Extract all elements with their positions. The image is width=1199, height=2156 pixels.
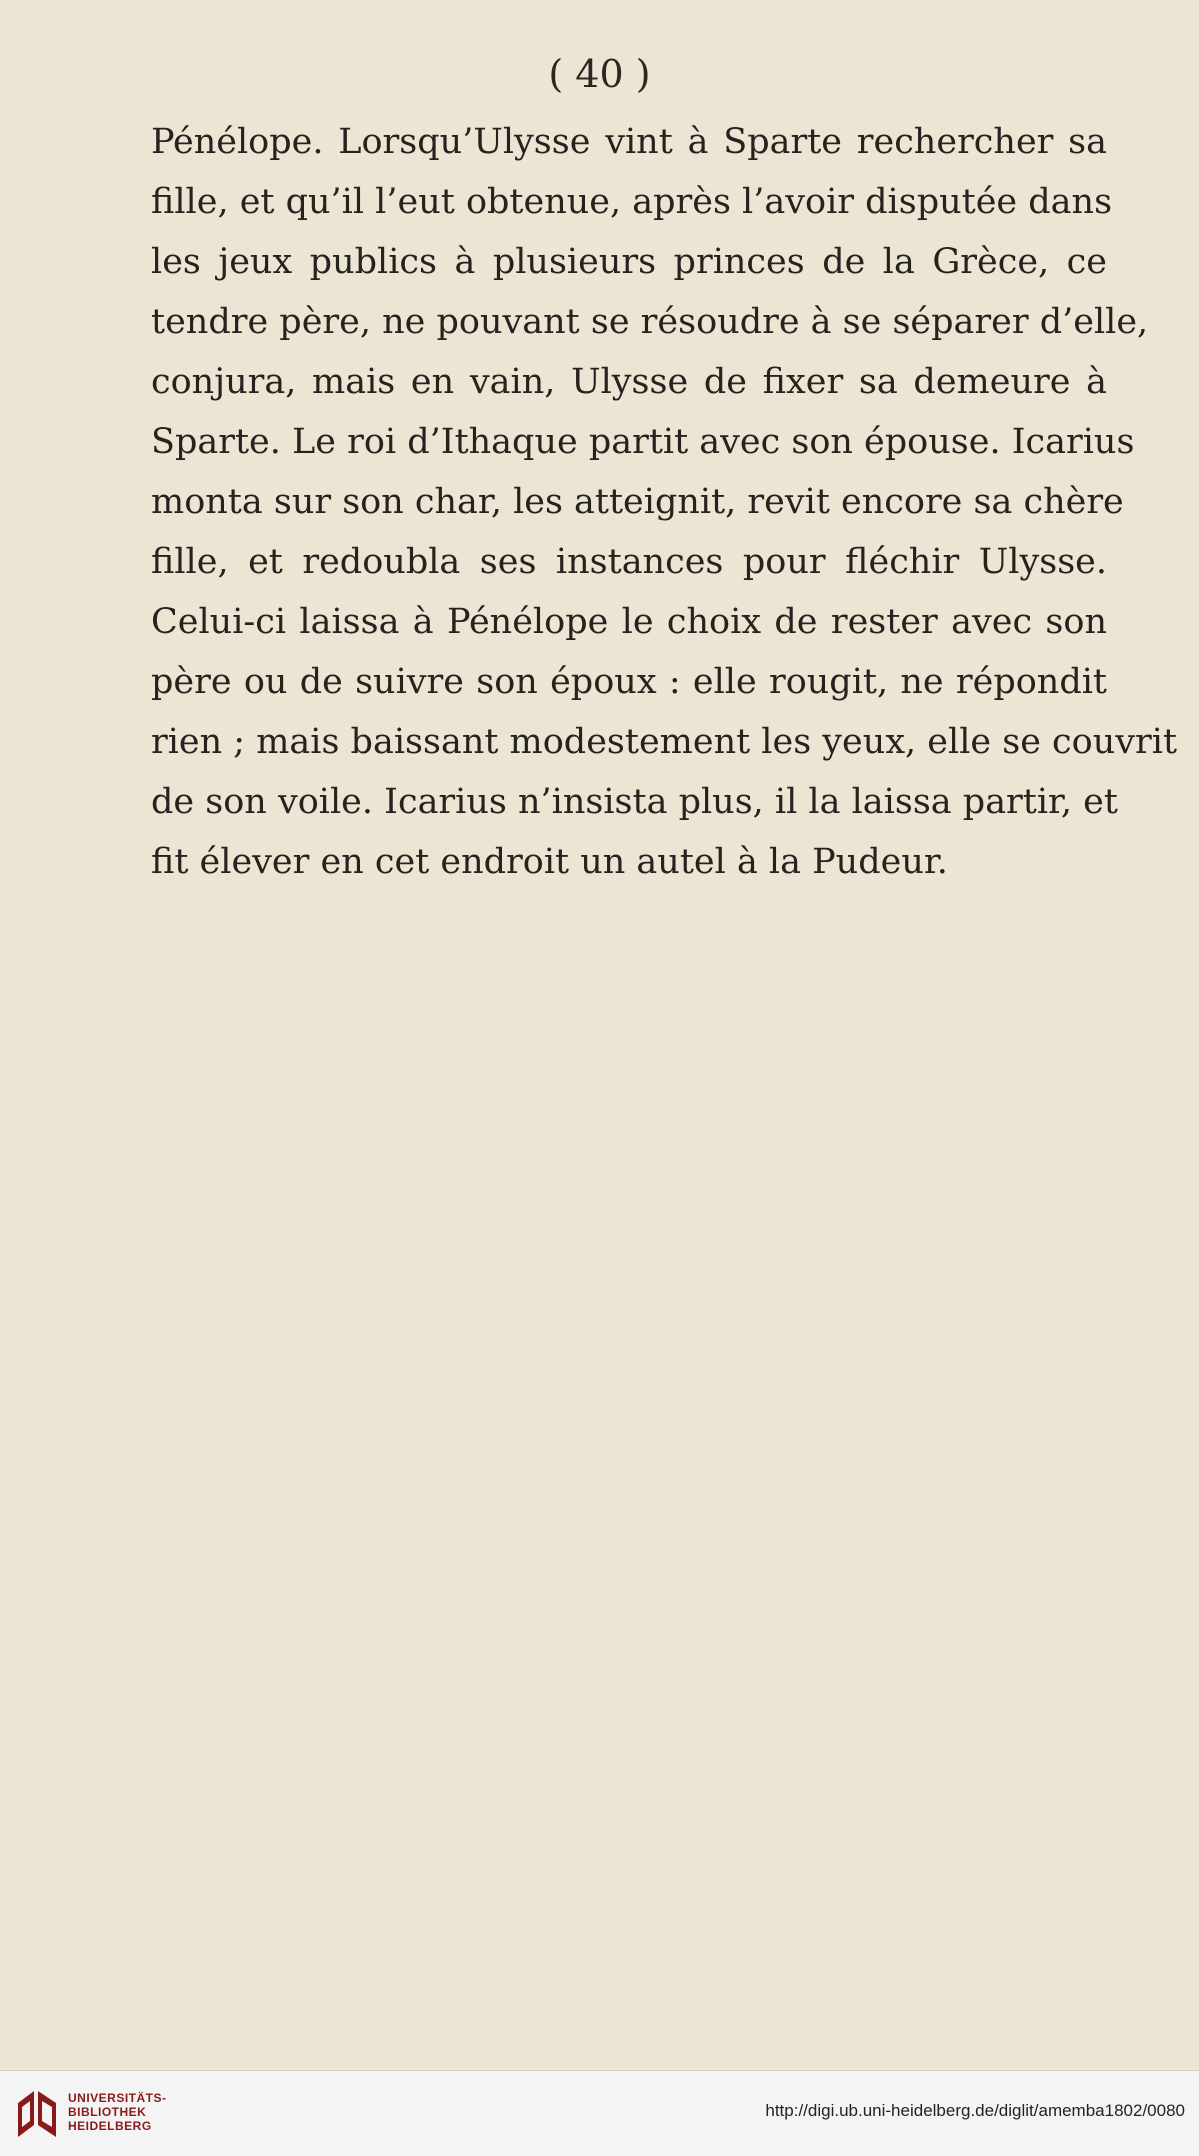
text-line: rien ; mais baissant modestement les yeux, elle se couvrit (151, 722, 1178, 762)
text-line: fille, et redoubla ses instances pour fléchir Ulysse. (151, 542, 1107, 582)
text-line: Sparte. Le roi d’Ithaque partit avec son épouse. Icarius (151, 422, 1135, 462)
page-number: ( 40 ) (548, 52, 651, 96)
library-name-line: UNIVERSITÄTS- (68, 2091, 167, 2105)
text-line: père ou de suivre son époux : elle rougit, ne répondit (151, 662, 1107, 702)
source-url[interactable]: http://digi.ub.uni-heidelberg.de/diglit/amemba1802/0080 (765, 2101, 1185, 2120)
text-line: conjura, mais en vain, Ulysse de fixer sa demeure à (151, 362, 1107, 402)
text-line: Celui-ci laissa à Pénélope le choix de rester avec son (151, 602, 1107, 642)
body-text (151, 112, 1178, 892)
text-line: monta sur son char, les atteignit, revit encore sa chère (151, 482, 1124, 522)
library-name-line: HEIDELBERG (68, 2119, 152, 2133)
footer-bar (0, 2070, 1199, 2156)
text-line: les jeux publics à plusieurs princes de la Grèce, ce (151, 242, 1107, 282)
library-name-line: BIBLIOTHEK (68, 2105, 147, 2119)
text-line: fit élever en cet endroit un autel à la Pudeur. (151, 842, 948, 882)
library-name (68, 2091, 167, 2133)
text-line: Pénélope. Lorsqu’Ulysse vint à Sparte rechercher sa (151, 122, 1107, 162)
text-line: tendre père, ne pouvant se résoudre à se séparer d’elle, (151, 302, 1149, 342)
library-logo-icon (12, 2085, 62, 2143)
text-line: fille, et qu’il l’eut obtenue, après l’avoir disputée dans (151, 182, 1113, 222)
text-line: de son voile. Icarius n’insista plus, il la laissa partir, et (151, 782, 1118, 822)
